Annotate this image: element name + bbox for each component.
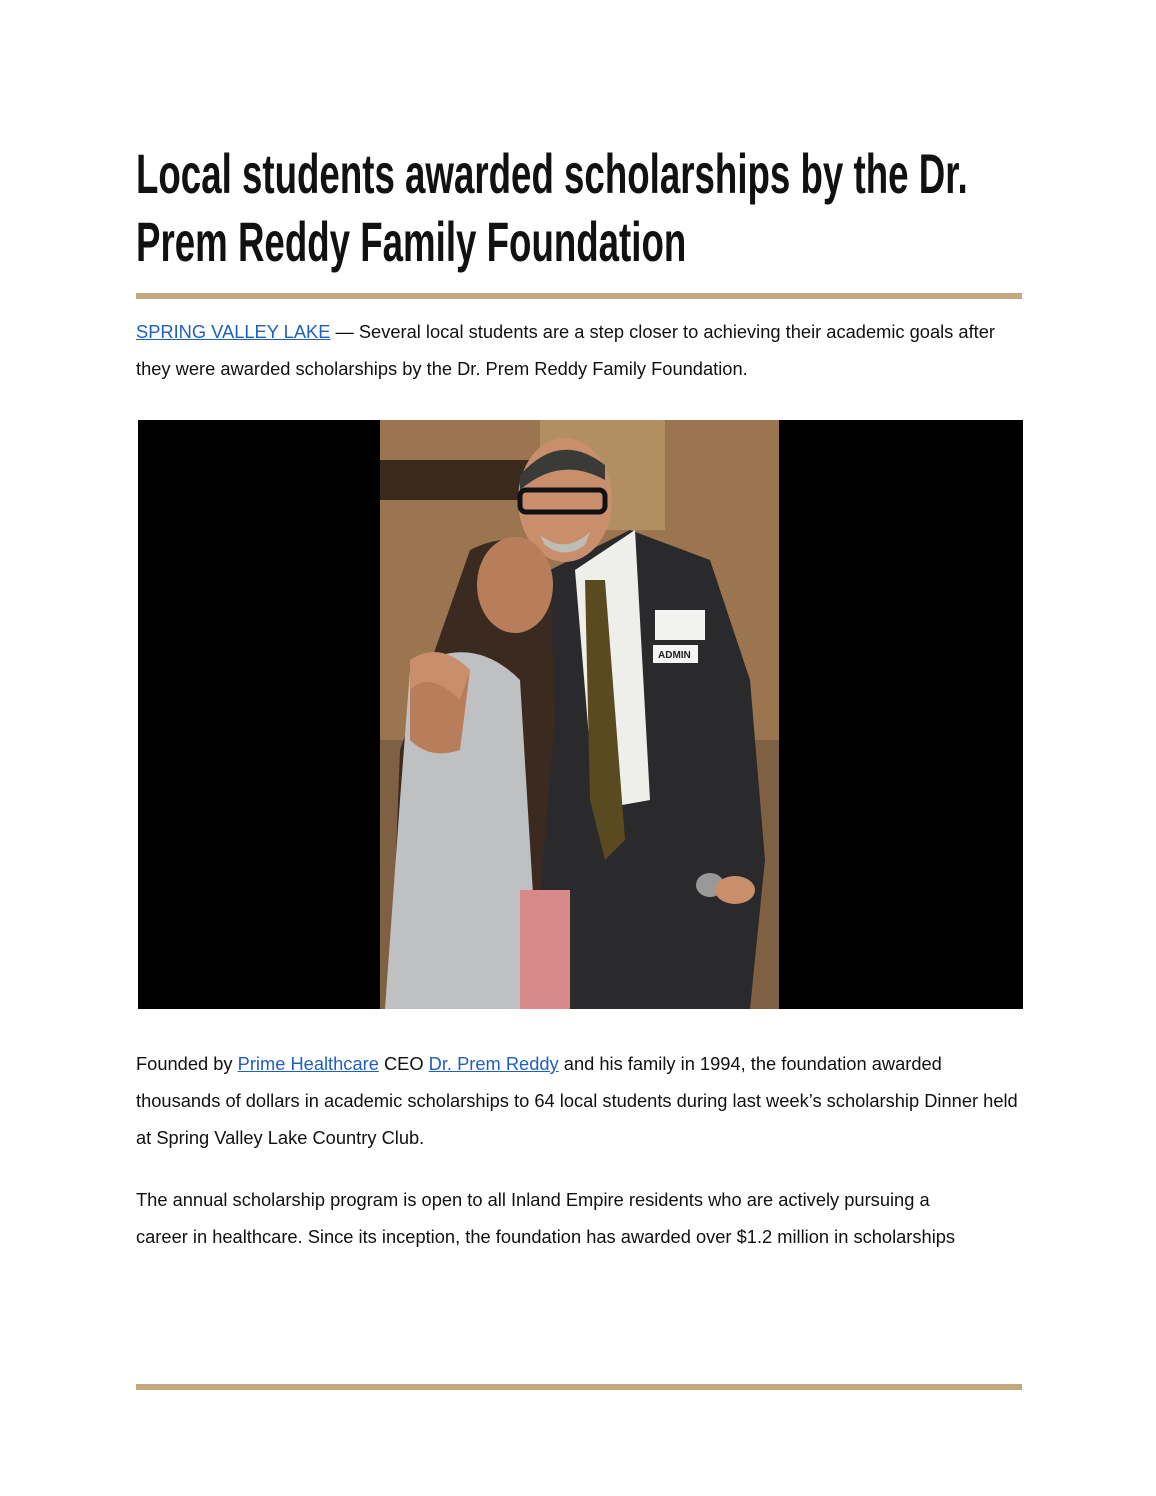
dateline-link[interactable]: SPRING VALLEY LAKE [136, 321, 331, 342]
program-paragraph: The annual scholarship program is open to all Inland Empire residents who are actively pursuing a career in healthcare. Since its inception, the foundation has awarded over $1.2 million in scholarships [136, 1189, 956, 1247]
title-line-2: Prem Reddy Family Foundation [136, 210, 687, 273]
admin-badge-text: ADMIN [658, 650, 691, 661]
text: CEO [378, 1053, 429, 1074]
prem-reddy-link[interactable]: Dr. Prem Reddy [428, 1053, 559, 1074]
lede-paragraph [136, 313, 1026, 387]
founding-paragraph [136, 1045, 1026, 1156]
text: and his family in 1994, the foundation awarded thousands of dollars in academic scholarships to 64 local students during last week’s scholarship Dinner held at Spring Valley Lake Country Club. [136, 1053, 1018, 1148]
article-photo [138, 420, 1023, 1009]
title-line-1: Local students awarded scholarships by the Dr. [136, 142, 968, 205]
bottom-divider [136, 1384, 1022, 1390]
text: Founded by [136, 1053, 238, 1074]
lede-text: — Several local students are a step closer to achieving their academic goals after they were awarded scholarships by the Dr. Prem Reddy Family Foundation. [136, 321, 995, 379]
prime-healthcare-link[interactable]: Prime Healthcare [237, 1053, 379, 1074]
photo-image [380, 420, 779, 1009]
top-divider [136, 293, 1022, 299]
article-title [136, 140, 1001, 276]
